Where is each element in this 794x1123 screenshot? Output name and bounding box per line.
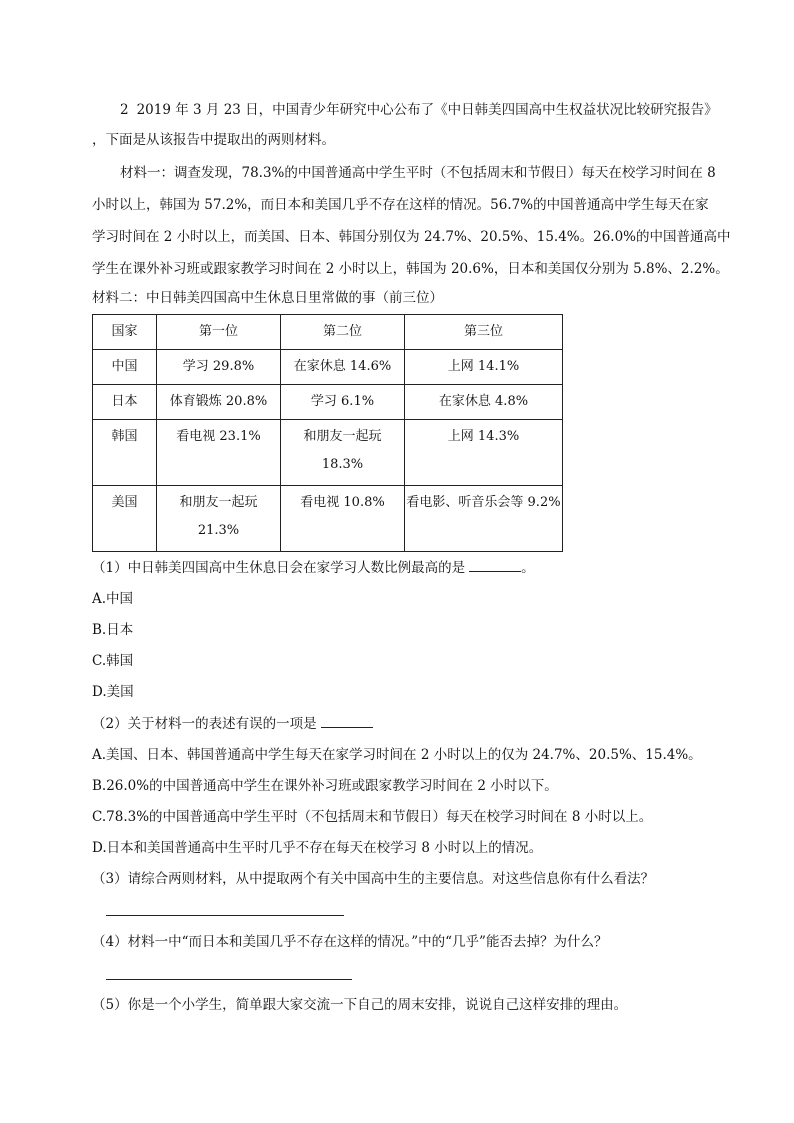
- table-cell: 和朋友一起玩 18.3%: [281, 420, 405, 486]
- table-cell: 看电视 10.8%: [281, 486, 405, 552]
- table-cell: 美国: [93, 486, 157, 552]
- table-row: [93, 385, 563, 420]
- table-cell: 日本: [93, 385, 157, 420]
- table-cell: 学习 29.8%: [157, 350, 281, 385]
- question-5-stem: （5）你是一个小学生，简单跟大家交流一下自己的周末安排，说说自己这样安排的理由。: [92, 997, 628, 1013]
- table-row: [93, 420, 563, 486]
- question-3-stem: （3）请综合两则材料，从中提取两个有关中国高中生的主要信息。对这些信息你有什么看法？: [92, 871, 655, 887]
- table-cell: 上网 14.1%: [405, 350, 563, 385]
- question-2-stem: [92, 713, 712, 734]
- answer-blank[interactable]: [321, 713, 373, 728]
- table-cell: 和朋友一起玩 21.3%: [157, 486, 281, 552]
- table-cell: 中国: [93, 350, 157, 385]
- material1-line-4: 学生在课外补习班或跟家教学习时间在 2 小时以上，韩国为 20.6%，日本和美国仅分别为 5.8%、2.2%。: [92, 261, 729, 277]
- question-1-text: （1）中日韩美四国高中生休息日会在家学习人数比例最高的是: [92, 560, 466, 576]
- question-number: 2: [120, 102, 129, 118]
- intro-line-1: [120, 100, 740, 120]
- answer-blank[interactable]: [469, 557, 521, 572]
- q1-option-c: C.韩国: [92, 653, 134, 669]
- intro-line-2: ，下面是从该报告中提取出的两则材料。: [92, 132, 335, 148]
- q1-option-b: B.日本: [92, 622, 134, 638]
- table-header-cell: 第二位: [281, 315, 405, 350]
- table-header-cell: 国家: [93, 315, 157, 350]
- table-cell: 看电视 23.1%: [157, 420, 281, 486]
- table-cell: 体育锻炼 20.8%: [157, 385, 281, 420]
- material2-title: 材料二：中日韩美四国高中生休息日里常做的事（前三位）: [92, 290, 443, 306]
- table-row: [93, 486, 563, 552]
- question-1-end: 。: [521, 560, 535, 576]
- material1-line-1: 材料一：调查发现，78.3%的中国普通高中学生平时（不包括周末和节假日）每天在校学习时间在 8: [120, 165, 716, 181]
- q1-option-a: A.中国: [92, 591, 134, 607]
- answer-line[interactable]: [106, 915, 344, 916]
- table-cell: 学习 6.1%: [281, 385, 405, 420]
- q1-option-d: D.美国: [92, 684, 134, 700]
- table-cell: 在家休息 4.8%: [405, 385, 563, 420]
- table-header-cell: 第一位: [157, 315, 281, 350]
- answer-line[interactable]: [106, 979, 352, 980]
- material1-line-2: 小时以上，韩国为 57.2%，而日本和美国几乎不存在这样的情况。56.7%的中国普通高中学生每天在家: [92, 197, 709, 213]
- question-1-stem: [92, 557, 712, 578]
- table-header-cell: 第三位: [405, 315, 563, 350]
- material2-table: [92, 314, 563, 552]
- table-cell: 韩国: [93, 420, 157, 486]
- q2-option-c: C.78.3%的中国普通高中学生平时（不包括周末和节假日）每天在校学习时间在 8 小时以上。: [92, 809, 653, 825]
- intro-text-1: 2019 年 3 月 23 日，中国青少年研究中心公布了《中日韩美四国高中生权益状况比较研究报告》: [136, 102, 718, 118]
- q2-option-d: D.日本和美国普通高中生平时几乎不存在每天在校学习 8 小时以上的情况。: [92, 840, 543, 856]
- table-cell: 上网 14.3%: [405, 420, 563, 486]
- question-4-stem: （4）材料一中“而日本和美国几乎不存在这样的情况。”中的“几乎”能否去掉？为什么？: [92, 934, 608, 950]
- table-row: [93, 350, 563, 385]
- material1-line-3: 学习时间在 2 小时以上，而美国、日本、韩国分别仅为 24.7%、20.5%、15.4%。26.0%的中国普通高中: [92, 229, 731, 245]
- question-2-text: （2）关于材料一的表述有误的一项是: [92, 716, 317, 732]
- table-header-row: [93, 315, 563, 350]
- table-cell: 在家休息 14.6%: [281, 350, 405, 385]
- q2-option-b: B.26.0%的中国普通高中学生在课外补习班或跟家教学习时间在 2 小时以下。: [92, 778, 558, 794]
- q2-option-a: A.美国、日本、韩国普通高中学生每天在家学习时间在 2 小时以上的仅为 24.7%、20.5%、15.4%。: [92, 747, 702, 763]
- table-cell: 看电影、听音乐会等 9.2%: [405, 486, 563, 552]
